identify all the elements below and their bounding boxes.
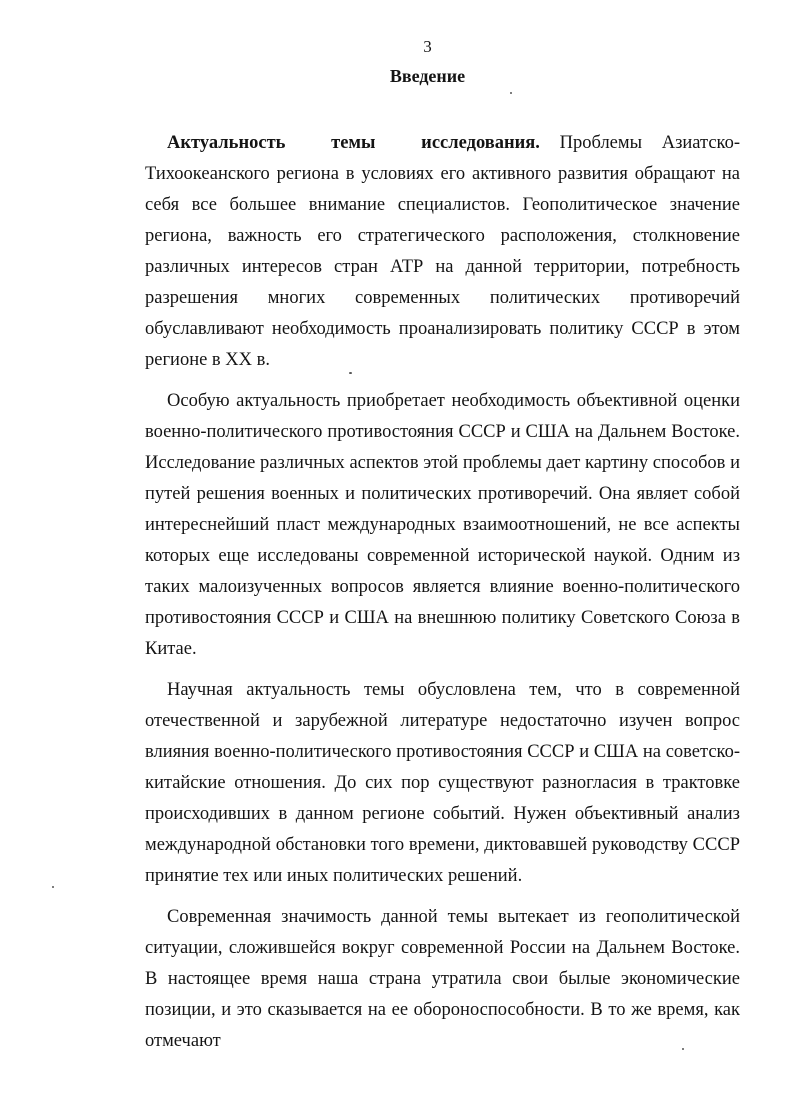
scan-speck bbox=[510, 92, 512, 94]
paragraph-1-lead: Актуальность темы исследования. bbox=[167, 133, 540, 153]
scan-speck bbox=[349, 372, 352, 374]
scan-speck bbox=[52, 886, 54, 888]
scan-speck bbox=[682, 1048, 684, 1050]
paragraph-4: Современная значимость данной темы вытекает из геополитической ситуации, сложившейся вокруг современной России на Дальнем Востоке. В настоящее время наша страна утратила свои былые экономические позиции, и это сказывается на ее обороноспособности. В то же время, как отмечают bbox=[145, 907, 740, 1051]
body-text bbox=[145, 128, 740, 1067]
page-number: 3 bbox=[423, 37, 432, 56]
paragraph-2: Особую актуальность приобретает необходимость объективной оценки военно-политического противостояния СССР и США на Дальнем Востоке. Исследование различных аспектов этой проблемы дает картину способов и путей решения военных и политических противоречий. Она являет собой интереснейший пласт международных взаимоотношений, не все аспекты которых еще исследованы современной исторической наукой. Одним из таких малоизученных вопросов является влияние военно-политического противостояния СССР и США на внешнюю политику Советского Союза в Китае. bbox=[145, 391, 740, 659]
paragraph-3: Научная актуальность темы обусловлена тем, что в современной отечественной и зарубежной литературе недостаточно изучен вопрос влияния военно-политического противостояния СССР и США на советско-китайские отношения. До сих пор существуют разногласия в трактовке происходивших в данном регионе событий. Нужен объективный анализ международной обстановки того времени, диктовавшей руководству СССР принятие тех или иных политических решений. bbox=[145, 680, 740, 886]
section-title: Введение bbox=[389, 66, 466, 86]
paragraph-1-text: Проблемы Азиатско-Тихоокеанского региона в условиях его активного развития обращают на себя все большее внимание специалистов. Геополитическое значение региона, важность его стратегического расположения, столкновение различных интересов стран АТР на данной территории, потребность разрешения многих современных политических противоречий обуславливают необходимость проанализировать политику СССР в этом регионе в XX в. bbox=[145, 133, 740, 370]
paragraph-1 bbox=[145, 128, 740, 376]
